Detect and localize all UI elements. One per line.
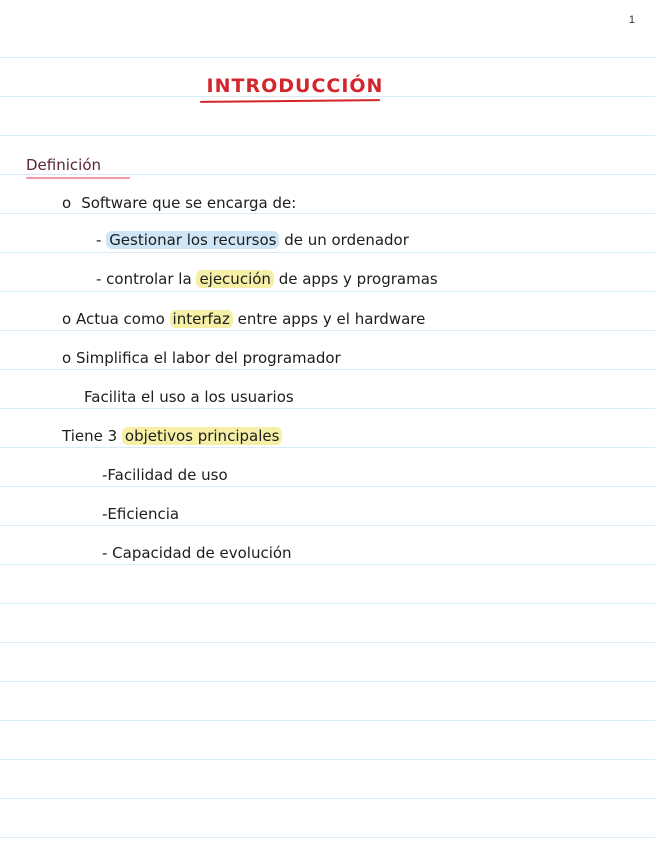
line-text: -Facilidad de uso <box>102 466 228 484</box>
rule-line <box>0 837 655 838</box>
heading-underline <box>26 177 130 179</box>
line-text: o Simplifica el labor del programador <box>62 349 341 367</box>
note-line-eficiencia <box>102 507 179 522</box>
line-text: - Capacidad de evolución <box>102 544 292 562</box>
rule-line <box>0 681 655 682</box>
line-prefix: o Actua como <box>62 310 170 328</box>
line-prefix: - <box>96 231 107 249</box>
rule-line <box>0 720 655 721</box>
line-rest: de un ordenador <box>279 231 409 249</box>
rule-line <box>0 564 655 565</box>
note-line-interfaz <box>62 312 425 327</box>
rule-line <box>0 486 655 487</box>
note-line-facilita <box>84 390 294 405</box>
note-line-objetivos <box>62 429 282 444</box>
rule-line <box>0 447 655 448</box>
rule-line <box>0 174 655 175</box>
line-prefix: - controlar la <box>96 270 197 288</box>
rule-line <box>0 213 655 214</box>
rule-line <box>0 408 655 409</box>
highlight-yellow: ejecución <box>196 270 273 288</box>
note-line-gestionar <box>96 233 409 248</box>
note-line-capacidad <box>102 546 292 561</box>
line-rest: entre apps y el hardware <box>232 310 426 328</box>
rule-line <box>0 798 655 799</box>
rule-line <box>0 642 655 643</box>
rule-line <box>0 57 655 58</box>
section-heading: Definición <box>26 156 101 174</box>
line-rest: de apps y programas <box>273 270 438 288</box>
bullet: o <box>62 194 72 212</box>
note-line-controlar <box>96 272 438 287</box>
rule-line <box>0 525 655 526</box>
line-text: -Eficiencia <box>102 505 180 523</box>
rule-line <box>0 330 655 331</box>
rule-line <box>0 135 655 136</box>
highlight-blue: Gestionar los recursos <box>106 231 279 249</box>
page-number: 1 <box>628 14 635 26</box>
page-title: INTRODUCCIÓN <box>206 75 384 97</box>
line-prefix: Tiene 3 <box>62 427 122 445</box>
rule-line <box>0 603 655 604</box>
rule-line <box>0 291 655 292</box>
note-line-simplifica <box>62 351 341 366</box>
note-line-facilidad <box>102 468 228 483</box>
note-line-software <box>62 196 296 211</box>
rule-line <box>0 759 655 760</box>
rule-line <box>0 369 655 370</box>
rule-line <box>0 252 655 253</box>
line-text: Software que se encarga de: <box>81 194 297 212</box>
line-text: Facilita el uso a los usuarios <box>84 388 294 406</box>
highlight-yellow: objetivos principales <box>122 427 282 445</box>
highlight-yellow: interfaz <box>170 310 233 328</box>
